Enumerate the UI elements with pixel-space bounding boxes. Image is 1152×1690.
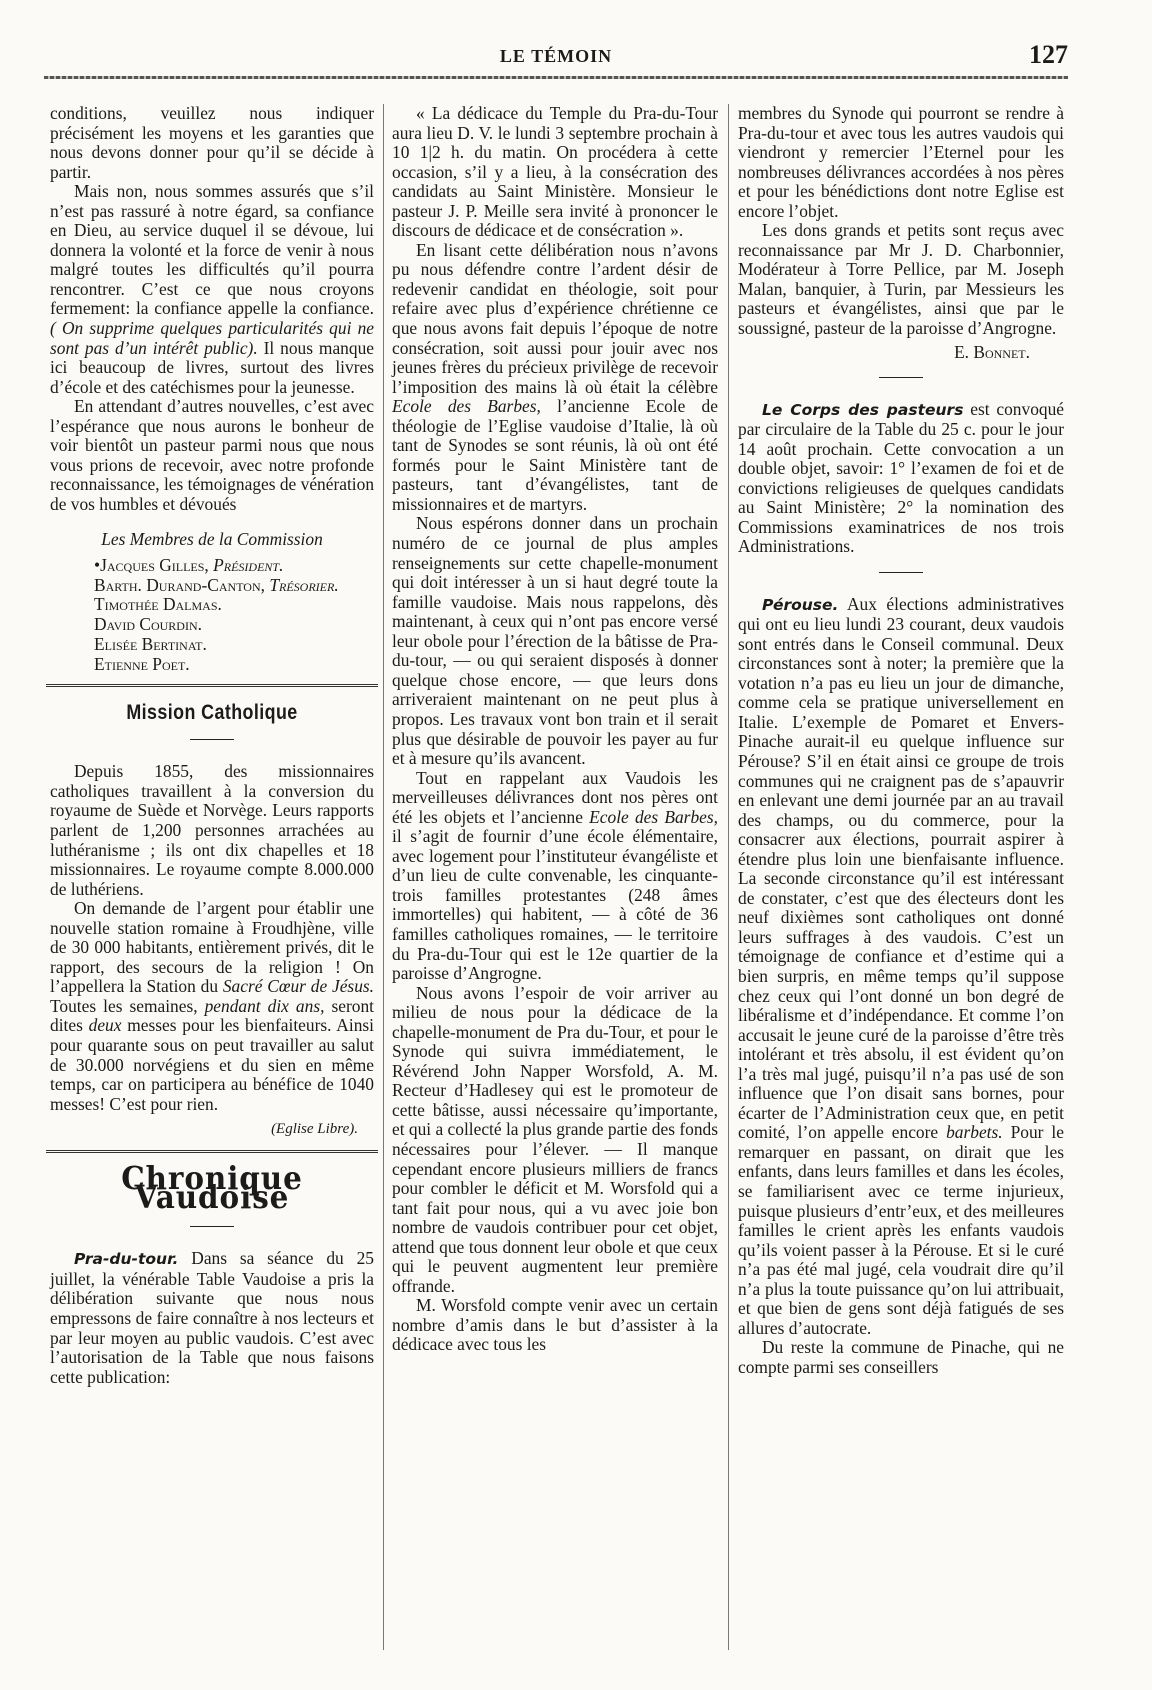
separator: [50, 729, 374, 749]
italic-text: deux: [88, 1015, 122, 1036]
italic-text: Ecole des Barbes,: [589, 806, 718, 827]
member-name: •Jacques Gilles,: [94, 555, 209, 576]
member-item: [94, 655, 374, 675]
text: On demande de l’argent pour établir une nouvelle station romaine à Froudhjène, ville de 30 000 habitants, entièrement privés, dit le rapport, des secours de la religion ! On l’appellera la Station du: [50, 898, 374, 997]
column-divider: [383, 104, 384, 1650]
text: Aux élections administratives qui ont eu lieu lundi 23 courant, deux vaudois sont entrés dans le Conseil communal. Deux circonstances sont à noter; la première que la votation n’a pas eu lieu un jour de dimanche, comme cela se pratique universellement en Italie. L’exemple de Pomaret et Envers-Pinache aurait-il eu quelque influence sur Pérouse? S’il en était ainsi ce groupe de trois communes qui ne craignent pas de s’apauvrir en enlevant une demi journée par an au travail des champs, ou du commerce, pour la consacrer aux élections, pourrait aspirer à étendre plus loin une bienfaisante influence. La seconde circonstance qu’il est intéressant de constater, c’est que des électeurs dont les neuf dixièmes sont catholiques ont donné leurs suffrages à des vaudois. C’est un témoignage de confiance et d’estime qui a bien surpris, en même temps qu’il suppose chez ceux qui l’ont donné un bon degré de libéralisme et d’indépendance. Et comme l’on accusait le jeune curé de la paroisse d’être très intolérant et très absolu, il est évident qu’on l’a très mal jugé, puisqu’il n’a pas usé de son influence que l’on disait sans bornes, pour écarter de l’Administration ceux que, en petit comité, l’on appelle encore: [738, 593, 1064, 1143]
member-item: [94, 635, 374, 655]
text: l’ancienne Ecole de théologie de l’Eglise vaudoise d’Italie, là où tant de Synodes se sont réunis, là où ont été formés pour le Saint Ministère tant de pasteurs, tant d’évangélistes, tant de missionnaires et de martyrs.: [392, 396, 718, 514]
run-in-heading: Pérouse.: [762, 595, 839, 614]
section-heading-chronique: Chronique Vaudoise: [121, 1158, 303, 1217]
column-3: [738, 104, 1064, 1377]
text: Il nous manque ici beaucoup de livres, surtout des livres d’école et des catéchismes pour la jeunesse.: [50, 337, 374, 397]
text: est convoqué par circulaire de la Table du 25 c. pour le jour 14 août prochain. Cette convocation a un double objet, savoir: 1° l’examen de foi et de convictions religieuses de quelques candidats au Saint Ministère; 2° la nomination des Commissions examinatrices de nos trois Administrations.: [738, 398, 1064, 557]
text: il s’agit de fournir d’une école élémentaire, avec logement pour l’instituteur évangéliste et d’un lieu de culte convenable, les cinquante-trois familles protestantes (248 âmes immortelles) qui habitent, — à côté de 36 familles catholiques romaines, — le territoire du Pra-du-Tour qui est le 12e quartier de la paroisse d’Angrogne.: [392, 826, 718, 984]
journal-title: LE TÉMOIN: [499, 46, 613, 66]
page-header: [44, 40, 1068, 84]
paragraph: Nous espérons donner dans un prochain numéro de ce journal de plus amples renseignements sur cette chapelle-monument qui doit intéresser à un si haut degré toute la famille vaudoise. Mais nous rappelons, dès maintenant, à ceux qui n’ont pas encore versé leur obole pour l’érection de la bâtisse de Pra-du-tour, — ou qui seraient disposés à donner quelque chose encore, — que leurs dons arriveraient maintenant on ne peut plus à propos. Les travaux vont bon train et il serait plus que désirable de pouvoir les payer au fur et à mesure qu’ils avancent.: [392, 513, 718, 769]
run-in-heading: Le Corps des pasteurs: [762, 400, 964, 419]
text: messes pour les bienfaiteurs. Ainsi pour quarante sous on peut travailler au salut de 30.000 norvégiens et du sien en même temps, car on participera au bénéfice de 1040 messes! C’est pour rien.: [50, 1015, 374, 1114]
member-name: Timothée Dalmas.: [94, 594, 222, 615]
paragraph: [50, 899, 374, 1114]
author-signature: E. Bonnet.: [954, 341, 1030, 362]
member-item: [94, 595, 374, 615]
paragraph: [392, 241, 718, 515]
text: En lisant cette délibération nous n’avons pu nous défendre contre l’ardent désir de redevenir candidat en théologie, soit pour refaire avec plus d’expérience chrétienne ce que nous avons fait depuis l’époque de notre consécration, soit aussi pour jouir avec nos jeunes frères du précieux privilège de recevoir l’imposition des mains là où était la célèbre: [392, 239, 718, 397]
member-name: Etienne Poet.: [94, 653, 190, 674]
run-in-heading: Pra-du-tour.: [74, 1250, 179, 1269]
page-number: 127: [1029, 40, 1068, 69]
paragraph: Nous avons l’espoir de voir arriver au milieu de nous pour la dédicace de la chapelle-monument de Pra du-Tour, et pour le Synode qui suivra immédiatement, le Révérend John Napper Worsfold, A. M. Recteur d’Hadlesey qui est le promoteur de cette bâtisse, aussi nécessaire qu’importante, et qui a collecté la plus grande partie des fonds nécessaires pour l’élever. — Il manque cependant encore plusieurs milliers de francs pour combler le déficit et M. Worsfold qui a tant fait pour nous, qui a vu avec joie bon nombre de vaudois contribuer pour cet objet, attend que tous donnent leur obole et que ceux qui le peuvent augmentent leur première offrande.: [392, 982, 718, 1296]
italic-text: Ecole des Barbes,: [392, 396, 541, 417]
paragraph: conditions, veuillez nous indiquer précisément les moyens et les garanties que nous devons donner pour qu’il se décide à partir.: [50, 103, 374, 182]
italic-text: Sacré Cœur de Jésus.: [222, 976, 375, 997]
separator: [738, 366, 1064, 386]
paragraph: [738, 400, 1064, 557]
italic-text: barbets.: [946, 1122, 1003, 1143]
member-item: [94, 556, 374, 576]
member-item: [94, 615, 374, 635]
member-item: [94, 576, 374, 596]
member-role: Trésorier.: [269, 574, 339, 595]
paragraph: Du reste la commune de Pinache, qui ne compte parmi ses conseillers: [738, 1337, 1064, 1377]
section-rule: [46, 684, 378, 687]
paragraph: M. Worsfold compte venir avec un certain nombre d’amis dans le but d’assister à la dédicace avec tous les: [392, 1295, 718, 1355]
italic-text: ( On supprime quelques particularités qui ne sont pas d’un intérêt public).: [50, 318, 374, 358]
paragraph: Les dons grands et petits sont reçus avec reconnaissance par Mr J. D. Charbonnier, Modérateur à Torre Pellice, par M. Joseph Malan, banquier, à Turin, par Messieurs les pasteurs et évangélistes, ainsi que par le soussigné, pasteur de la paroisse d’Angrogne.: [738, 220, 1064, 339]
section-heading-mission: Mission Catholique: [126, 701, 298, 725]
paragraph: membres du Synode qui pourront se rendre à Pra-du-tour et avec tous les autres vaudois qui viendront y remercier l’Eternel pour les nombreuses délivrances accordées à nos pères et pour les bénédictions dont notre Eglise est encore l’objet.: [738, 103, 1064, 221]
source-citation: (Eglise Libre).: [271, 1121, 358, 1138]
italic-text: pendant dix ans,: [204, 995, 325, 1016]
section-rule: [46, 1150, 378, 1153]
member-name: David Courdin.: [94, 614, 202, 635]
separator: [50, 1216, 374, 1236]
member-name: Elisée Bertinat.: [94, 633, 207, 654]
paragraph: En attendant d’autres nouvelles, c’est avec l’espérance que nous aurons le bonheur de voir bientôt un pasteur parmi nous que nous vous prions de recevoir, avec notre profonde reconnaissance, les témoignages de vénération de vos humbles et dévoués: [50, 396, 375, 514]
signature-line: Les Membres de la Commission: [101, 529, 323, 550]
text: Tout en rappelant aux Vaudois les merveilleuses délivrances dont nos pères ont été les objets et l’ancienne: [392, 767, 718, 827]
paragraph: [392, 769, 718, 984]
member-role: Président.: [213, 555, 284, 576]
paragraph: Depuis 1855, des missionnaires catholiques travaillent à la conversion du royaume de Suède et Norvège. Leurs rapports parlent de 1,200 personnes arrachées au luthéranisme ; ils ont dix chapelles et 18 missionnaires. Le royaume compte 8.000.000 de luthériens.: [50, 761, 374, 899]
text: Toutes les semaines,: [50, 995, 198, 1016]
column-1: [50, 104, 374, 1387]
separator: [738, 561, 1064, 581]
column-divider: [728, 104, 729, 1650]
text: Mais non, nous sommes assurés que s’il n’est pas rassuré à notre égard, sa confiance en Dieu, au service duquel il se dévoue, lui donnera la volonté et la force de venir à nous malgré toutes les difficultés qu’il pourra rencontrer. C’est ce que nous croyons fermement: la confiance appelle la confiance.: [50, 181, 374, 319]
paragraph: [50, 1249, 374, 1387]
text: seront dites: [50, 995, 374, 1036]
column-2: [392, 104, 718, 1355]
paragraph: « La dédicace du Temple du Pra-du-Tour aura lieu D. V. le lundi 3 septembre prochain à 10 1|2 h. du matin. On procédera à cette occasion, s’il y a lieu, à la consécration des candidats au Saint Ministère. Monsieur le pasteur J. P. Meille sera invité à prononcer le discours de dédicace et de consécration ».: [392, 103, 718, 241]
members-list: [94, 556, 374, 674]
text: Pour le remarquer en passant, on dirait que les enfants, dans leurs familles et dans les écoles, se familiarisent avec ce terme injurieux, puisque plusieurs d’entr’eux, et des meilleures familles le crient après les enfants vaudois qu’ils voient passer à la Pérouse. Et si le curé n’a pas été mal jugé, cela voudrait dire qu’il n’a plus la toute puissance qu’on lui attribuait, et que bien de gens sont déjà fatigués de ses allures d’autocrate.: [738, 1122, 1064, 1338]
paragraph: [738, 595, 1064, 1339]
header-rule: [44, 76, 1068, 79]
paragraph: [50, 182, 374, 397]
text: Dans sa séance du 25 juillet, la vénérable Table Vaudoise a pris la délibération suivante que nous nous empressons de faire connaître à nos lecteurs et par leur moyen au public vaudois. C’est avec l’autorisation de la Table que nous faisons cette publication:: [50, 1248, 374, 1387]
member-name: Barth. Durand-Canton,: [94, 574, 265, 595]
